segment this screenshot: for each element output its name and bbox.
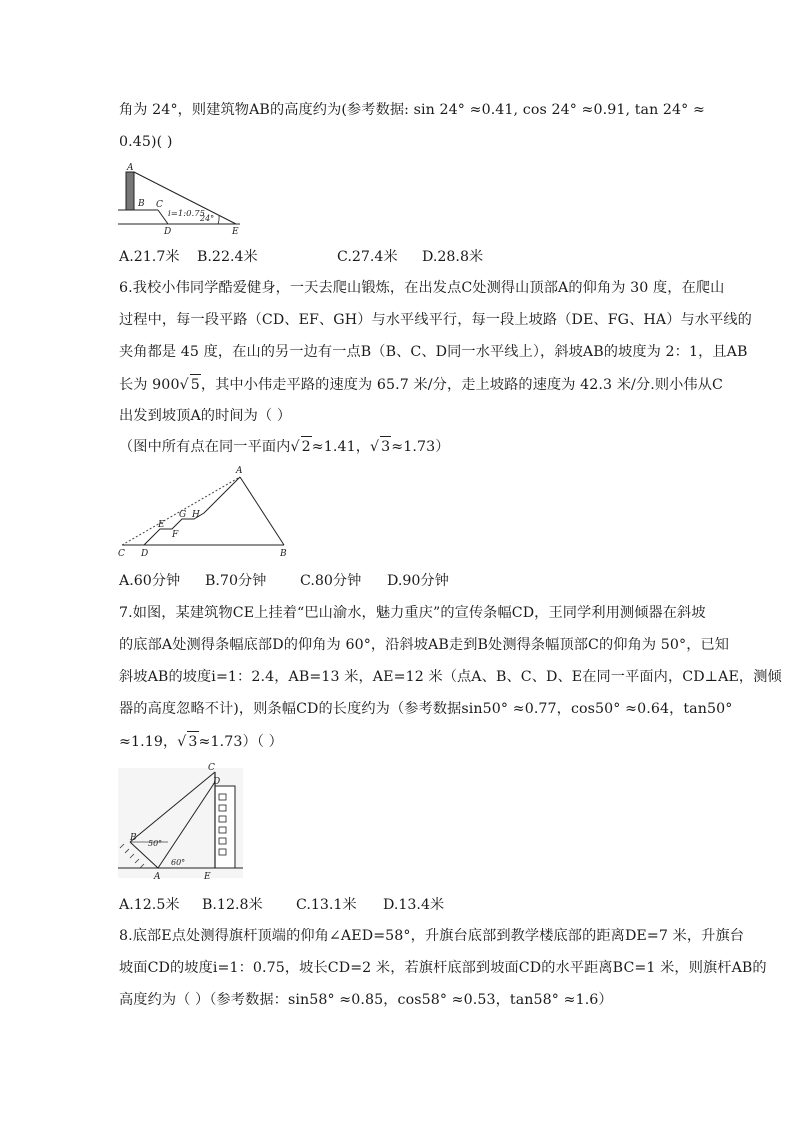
sqrt-symbol: √ 3 — [177, 731, 198, 752]
q5-text-line1: 角为 24°，则建筑物AB的高度约为(参考数据: sin 24° ≈0.41, cos 24° ≈0.91, tan 24° ≈ — [119, 102, 705, 118]
q7-text-line1: 7.如图，某建筑物CE上挂着“巴山渝水，魅力重庆”的宣传条幅CD，王同学利用测倾器在斜坡 — [119, 605, 706, 621]
q5-option-c[interactable]: C.27.4米 — [337, 249, 398, 265]
q7-text-line3: 斜坡AB的坡度i=1：2.4，AB=13 米，AE=12 米（点A、B、C、D、E在同一平面内，CD⊥AE，测倾 — [119, 669, 782, 685]
q6-line4-part1: 长为 900 — [119, 377, 180, 393]
q6-label-f: F — [172, 530, 179, 540]
sqrt-symbol: √ 3 — [370, 436, 391, 457]
q7-text-line5 — [119, 731, 699, 752]
q6-text-line4 — [119, 374, 723, 395]
q6-figure — [114, 463, 294, 558]
q6-line6-part3: ≈1.73） — [391, 439, 450, 455]
q5-slope-label: i=1:0.75 — [168, 209, 206, 219]
q6-option-d[interactable]: D.90分钟 — [387, 573, 449, 589]
q5-figure — [118, 160, 248, 235]
q8-text-line2: 坡面CD的坡度i=1：0.75，坡长CD=2 米，若旗杆底部到坡面CD的水平距离BC=1 米，则旗杆AB的 — [119, 960, 767, 976]
q7-label-e: E — [204, 872, 211, 882]
q6-label-e: E — [158, 520, 165, 530]
q7-label-a: A — [154, 872, 161, 882]
q6-text-line5: 出发到坡顶A的时间为（ ） — [119, 408, 292, 424]
q7-angle-50: 50° — [148, 839, 163, 848]
q5-option-d[interactable]: D.28.8米 — [422, 249, 484, 265]
q6-option-a[interactable]: A.60分钟 — [119, 573, 181, 589]
q7-figure — [118, 760, 246, 885]
q6-label-b: B — [280, 549, 287, 558]
q5-text-line2: 0.45)( ) — [119, 134, 173, 150]
q5-option-b[interactable]: B.22.4米 — [197, 249, 258, 265]
q5-label-c: C — [156, 200, 163, 210]
q7-line5-part1: ≈1.19， — [119, 734, 178, 750]
q6-radicand-2: 2 — [301, 436, 312, 457]
q6-radicand-3: 3 — [380, 436, 391, 457]
q7-option-b[interactable]: B.12.8米 — [202, 897, 263, 913]
q6-radicand: 5 — [190, 374, 201, 395]
q5-option-a[interactable]: A.21.7米 — [119, 249, 180, 265]
q6-line6-part2: ≈1.41， — [311, 439, 370, 455]
q7-text-line2: 的底部A处测得条幅底部D的仰角为 60°，沿斜坡AB走到B处测得条幅顶部C的仰角为 50°，已知 — [119, 637, 730, 653]
q6-label-g: G — [179, 510, 187, 520]
q6-text-line1: 6.我校小伟同学酷爱健身，一天去爬山锻炼，在出发点C处测得山顶部A的仰角为 30 度，在爬山 — [119, 280, 725, 296]
q7-label-c: C — [208, 763, 215, 773]
q6-label-h: H — [192, 510, 200, 520]
q6-label-a: A — [236, 466, 243, 476]
q7-line5-part2: ≈1.73）（ ） — [198, 734, 283, 750]
q6-option-b[interactable]: B.70分钟 — [205, 573, 267, 589]
q6-line6-part1: （图中所有点在同一平面内 — [119, 439, 291, 455]
q6-text-line2: 过程中，每一段平路（CD、EF、GH）与水平线平行，每一段上坡路（DE、FG、HA）与水平线的 — [119, 312, 752, 328]
q7-option-a[interactable]: A.12.5米 — [119, 897, 180, 913]
q7-label-d: D — [213, 777, 221, 787]
q5-label-d: D — [164, 227, 172, 235]
q7-radicand: 3 — [187, 731, 198, 752]
q7-angle-60: 60° — [171, 858, 186, 867]
q6-option-c[interactable]: C.80分钟 — [300, 573, 362, 589]
q6-line4-part2: ，其中小伟走平路的速度为 65.7 米/分，走上坡路的速度为 42.3 米/分.则小伟从C — [200, 377, 723, 393]
q6-label-d: D — [141, 549, 149, 558]
q6-label-c: C — [118, 549, 125, 558]
q7-label-b: B — [130, 833, 137, 843]
q5-label-a: A — [127, 163, 134, 173]
q7-option-d[interactable]: D.13.4米 — [383, 897, 445, 913]
sqrt-symbol: √ 5 — [180, 374, 201, 395]
q8-text-line1: 8.底部E点处测得旗杆顶端的仰角∠AED=58°，升旗台底部到教学楼底部的距离DE=7 米，升旗台 — [119, 928, 745, 944]
q7-text-line4: 器的高度忽略不计)，则条幅CD的长度约为（参考数据sin50° ≈0.77，cos50° ≈0.64，tan50° — [119, 701, 733, 717]
q6-text-line3: 夹角都是 45 度，在山的另一边有一点B（B、C、D同一水平线上），斜坡AB的坡度为 2：1，且AB — [119, 344, 748, 360]
q7-option-c[interactable]: C.13.1米 — [296, 897, 357, 913]
q6-text-line6 — [119, 436, 699, 457]
sqrt-symbol: √ 2 — [290, 436, 311, 457]
q8-text-line3: 高度约为（ ）（参考数据：sin58° ≈0.85，cos58° ≈0.53，tan58° ≈1.6） — [119, 992, 613, 1008]
q5-angle-label: 24° — [200, 214, 215, 223]
q5-label-b: B — [138, 199, 145, 209]
q5-label-e: E — [232, 227, 239, 235]
